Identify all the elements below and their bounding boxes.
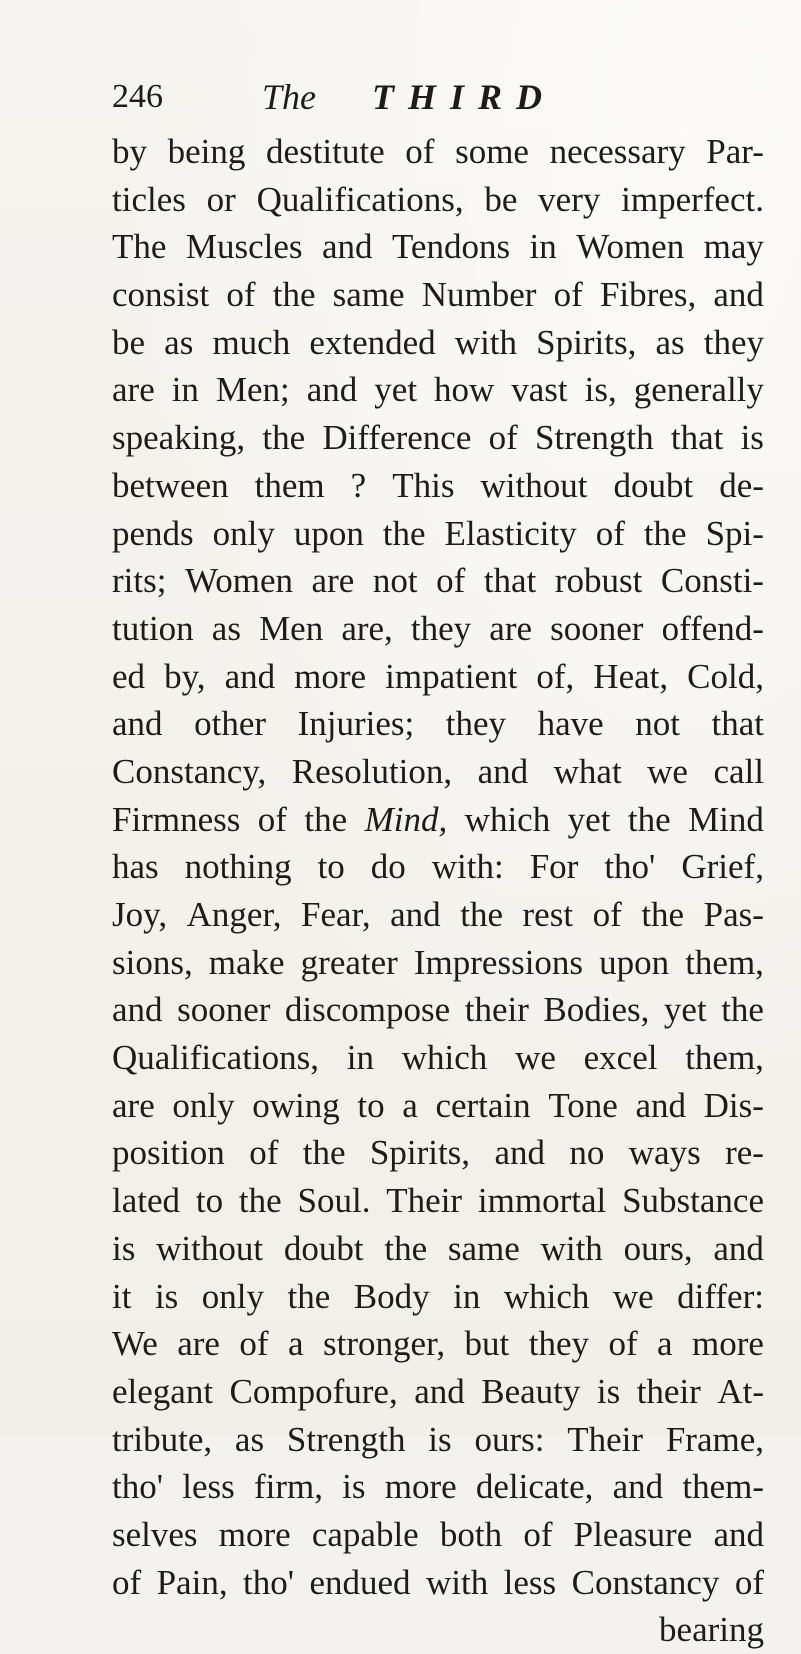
text-line: consist of the same Number of Fibres, and bbox=[112, 275, 764, 315]
text-line: speaking, the Difference of Strength that is bbox=[112, 418, 764, 458]
catchword-text: bearing bbox=[659, 1610, 764, 1650]
catchword bbox=[112, 1606, 764, 1654]
text-line: tribute, as Strength is ours: Their Frame, bbox=[112, 1419, 764, 1459]
text-line: position of the Spirits, and no ways re- bbox=[112, 1133, 764, 1173]
text-line: be as much extended with Spirits, as they bbox=[112, 322, 764, 362]
page-number: 246 bbox=[112, 78, 163, 115]
body-text bbox=[112, 128, 764, 1654]
text-line: Qualifications, in which we excel them, bbox=[112, 1038, 764, 1078]
text-line: are in Men; and yet how vast is, generally bbox=[112, 370, 764, 410]
text-line: We are of a stronger, but they of a more bbox=[112, 1324, 764, 1364]
text-line: elegant Compofure, and Beauty is their At- bbox=[112, 1371, 764, 1411]
text-line: pends only upon the Elasticity of the Spi- bbox=[112, 513, 764, 553]
text-line: Firmness of the Mind, which yet the Mind bbox=[112, 799, 764, 839]
text-line: selves more capable both of Pleasure and bbox=[112, 1514, 764, 1554]
text-line: Constancy, Resolution, and what we call bbox=[112, 751, 764, 791]
text-line: and other Injuries; they have not that bbox=[112, 704, 764, 744]
text-line: tution as Men are, they are sooner offend- bbox=[112, 608, 764, 648]
text-line: has nothing to do with: For tho' Grief, bbox=[112, 847, 764, 887]
text-line: it is only the Body in which we differ: bbox=[112, 1276, 764, 1316]
text-line: ticles or Qualifications, be very imperfect. bbox=[112, 179, 764, 219]
running-head bbox=[112, 72, 732, 122]
text-line: sions, make greater Impressions upon them, bbox=[112, 942, 764, 982]
running-head-title: THIRD bbox=[372, 77, 557, 117]
text-line: ed by, and more impatient of, Heat, Cold, bbox=[112, 656, 764, 696]
text-line: and sooner discompose their Bodies, yet the bbox=[112, 990, 764, 1030]
text-line: of Pain, tho' endued with less Constancy of bbox=[112, 1562, 764, 1602]
text-line: rits; Women are not of that robust Consti- bbox=[112, 561, 764, 601]
text-line: tho' less firm, is more delicate, and them- bbox=[112, 1467, 764, 1507]
text-line: Joy, Anger, Fear, and the rest of the Pas- bbox=[112, 895, 764, 934]
text-line: are only owing to a certain Tone and Dis- bbox=[112, 1085, 764, 1125]
text-line: by being destitute of some necessary Par- bbox=[112, 132, 764, 171]
text-line: The Muscles and Tendons in Women may bbox=[112, 227, 764, 267]
text-line: is without doubt the same with ours, and bbox=[112, 1228, 764, 1268]
text-line: lated to the Soul. Their immortal Substance bbox=[112, 1181, 764, 1221]
text-line: between them ? This without doubt de- bbox=[112, 465, 764, 505]
running-head-article: The bbox=[262, 77, 316, 117]
